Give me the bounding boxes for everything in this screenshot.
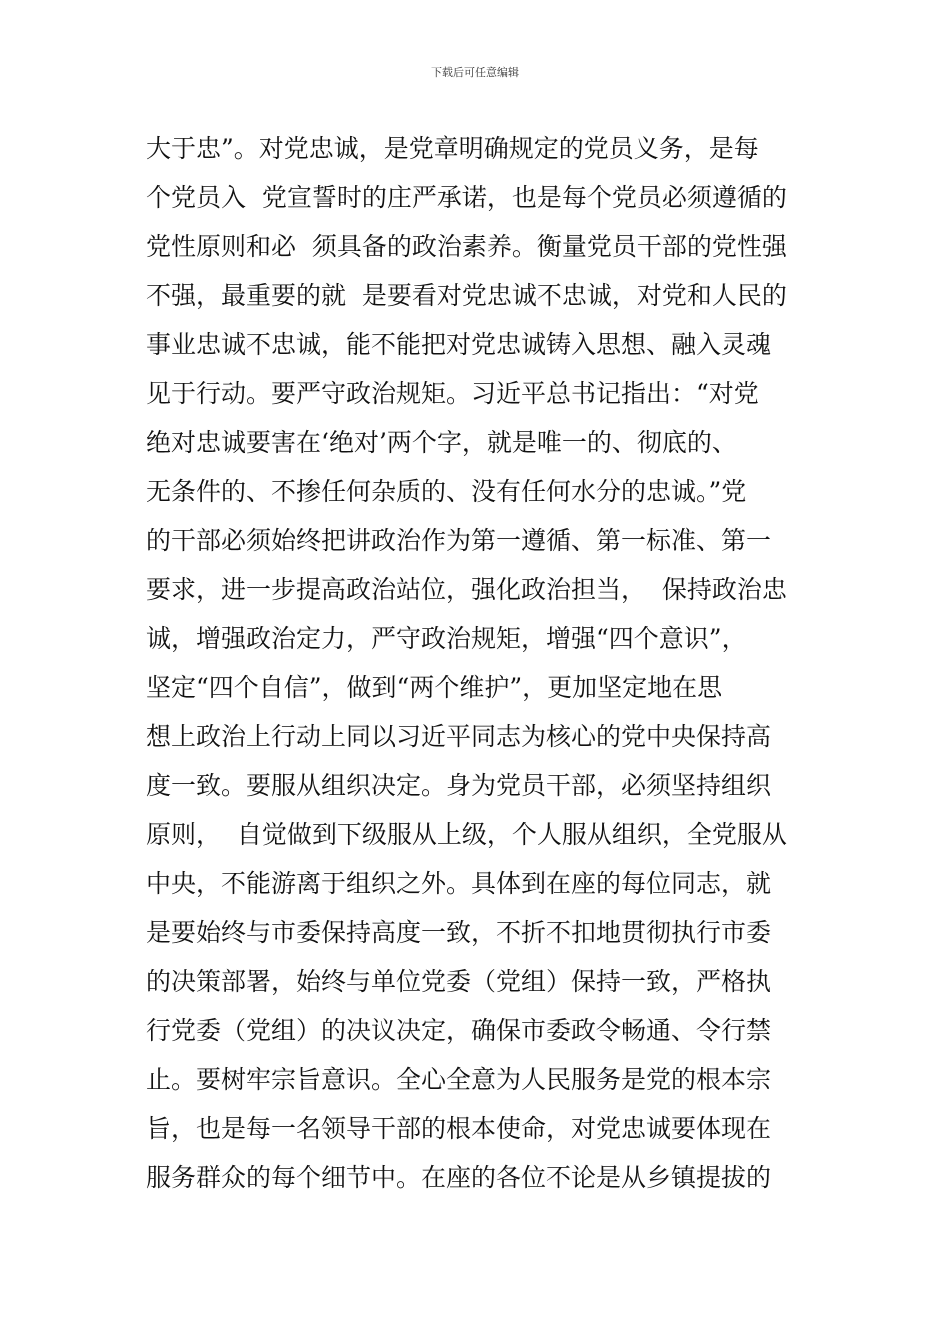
body-paragraph: [146, 124, 826, 1202]
text-line: 绝对忠诚要害在‘绝对’两个字，就是唯一的、彻底的、: [146, 428, 737, 457]
text-line: 事业忠诚不忠诚，能不能把对党忠诚铸入思想、融入灵魂: [146, 330, 772, 359]
text-line: 大于忠”。对党忠诚，是党章明确规定的党员义务，是每: [146, 134, 759, 163]
text-line: 无条件的、不掺任何杂质的、没有任何水分的忠诚。”党: [146, 477, 747, 506]
text-line: 行党委（党组）的决议决定，确保市委政令畅通、令行禁: [146, 1016, 772, 1045]
text-line: 的干部必须始终把讲政治作为第一遵循、第一标准、第一: [146, 526, 772, 555]
text-line: 是要始终与市委保持高度一致，不折不扣地贯彻执行市委: [146, 918, 772, 947]
text-line: 见于行动。要严守政治规矩。习近平总书记指出：“对党: [146, 379, 759, 408]
text-line: 党性原则和必 须具备的政治素养。衡量党员干部的党性强: [146, 232, 787, 261]
text-line: 个党员入 党宣誓时的庄严承诺，也是每个党员必须遵循的: [146, 183, 787, 212]
header-note: 下载后可任意编辑: [431, 66, 519, 79]
text-line: 不强，最重要的就 是要看对党忠诚不忠诚，对党和人民的: [146, 281, 787, 310]
text-line: 服务群众的每个细节中。在座的各位不论是从乡镇提拔的: [146, 1163, 772, 1192]
text-line: 诚，增强政治定力，严守政治规矩，增强“四个意识”，: [146, 624, 747, 653]
text-line: 度一致。要服从组织决定。身为党员干部，必须坚持组织: [146, 771, 772, 800]
text-line: 旨，也是每一名领导干部的根本使命，对党忠诚要体现在: [146, 1114, 772, 1143]
text-line: 要求，进一步提高政治站位，强化政治担当， 保持政治忠: [146, 575, 787, 604]
text-line: 想上政治上行动上同以习近平同志为核心的党中央保持高: [146, 722, 772, 751]
text-line: 坚定“四个自信”，做到“两个维护”，更加坚定地在思: [146, 673, 723, 702]
text-line: 止。要树牢宗旨意识。全心全意为人民服务是党的根本宗: [146, 1065, 772, 1094]
text-line: 原则， 自觉做到下级服从上级，个人服从组织，全党服从: [146, 820, 787, 849]
text-line: 中央，不能游离于组织之外。具体到在座的每位同志，就: [146, 869, 772, 898]
text-line: 的决策部署，始终与单位党委（党组）保持一致，严格执: [146, 967, 772, 996]
